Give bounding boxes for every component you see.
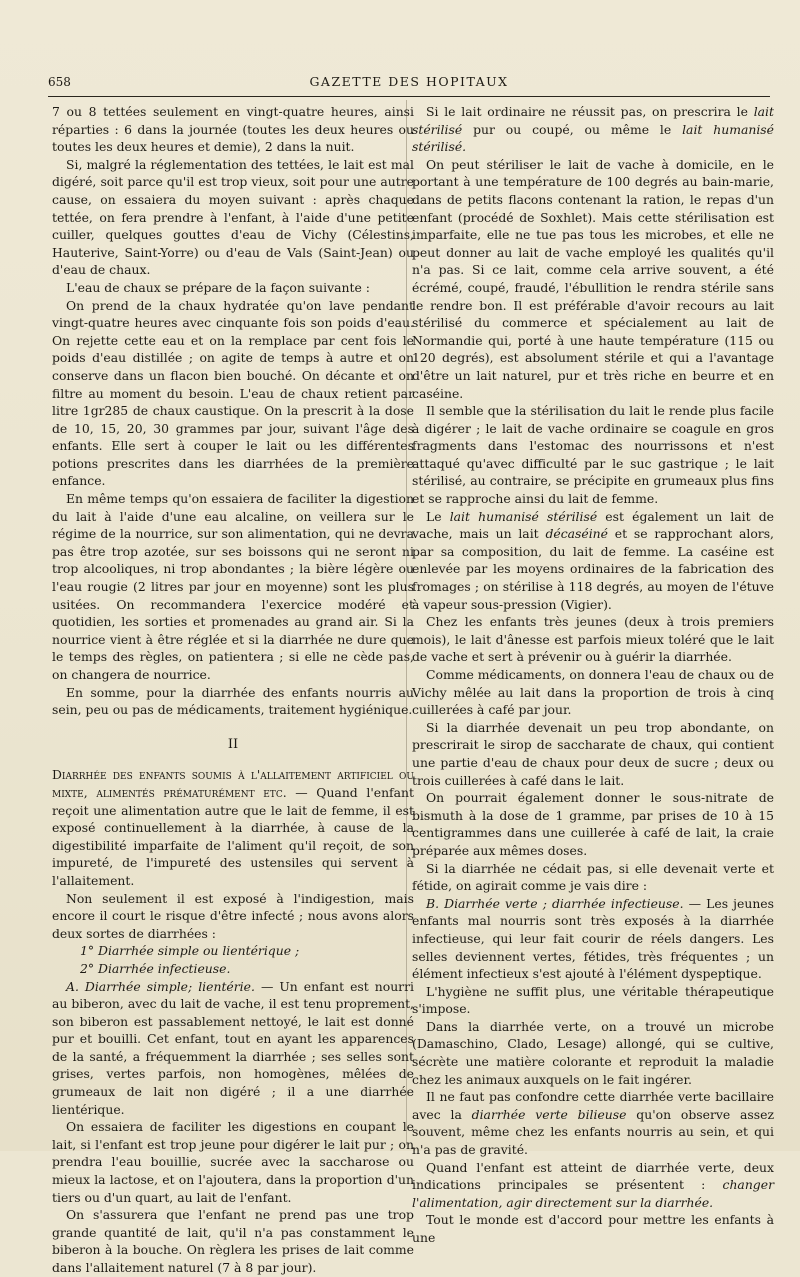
- paragraph: B. Diarrhée verte ; diarrhée infectieuse. — Les jeunes enfants mal nourris sont très exposés à la diarrhée infectieuse, qui leur fait courir de réels dangers. Les selles deviennent vertes, fétides, très fréquentes ; un élément infectieux s'est ajouté à l'élément dyspeptique.: [412, 895, 774, 982]
- section-heading-paragraph: [52, 766, 414, 889]
- paragraph: Dans la diarrhée verte, on a trouvé un microbe (Damaschino, Clado, Lesage) allongé, qui se cultive, sécrète une matière colorante et reproduit la maladie chez les animaux auxquels on le fait ingérer.: [412, 1018, 774, 1087]
- paragraph: Le lait humanisé stérilisé est également un lait de vache, mais un lait décaséiné et se rapprochant alors, par sa composition, du lait de femme. La caséine est enlevée par les moyens ordinaires de la fabrication des fromages ; on stérilise à 118 degrés, au moyen de l'étuve à vapeur sous-pression (Vigier).: [412, 508, 775, 612]
- paragraph: On peut stériliser le lait de vache à domicile, en le portant à une température de 100 degrés au bain-marie, dans de petits flacons contenant la ration, le repas d'un enfant (procédé de Soxhlet). Mais cette stérilisation est imparfaite, elle ne tue pas tous les microbes, et elle ne peut donner au lait de vache employé les qualités qu'il n'a pas. Si ce lait, comme cela arrive souvent, a été écrémé, coupé, fraudé, l'ébullition le rendra stérile sans le rendre bon. Il est préférable d'avoir recours au lait stérilisé du commerce et spécialement au lait de Normandie qui, porté à une haute température (115 ou 120 degrés), est absolument stérile et qui a l'avantage d'être un lait naturel, pur et très riche en beurre et en caséine.: [412, 156, 774, 401]
- paragraph: Comme médicaments, on donnera l'eau de chaux ou de Vichy mêlée au lait dans la proportion de trois à cinq cuillerées à café par jour.: [412, 667, 774, 718]
- header-rule: [48, 96, 770, 97]
- subsection-label: B. Diarrhée verte ; diarrhée infectieuse.: [426, 895, 684, 911]
- section-heading: Diarrhée des enfants soumis à l'allaitement artificiel ou mixte, alimentés prématurément etc.: [52, 767, 414, 800]
- paragraph: A. Diarrhée simple; lientérie. — Un enfant est nourri au biberon, avec du lait de vache, il est tenu proprement, son biberon est passablement nettoyé, le lait est donné pur et bouilli. Cet enfant, tout en ayant les apparences de la santé, a fréquemment la diarrhée ; ses selles sont grises, vertes parfois, non homogènes, mêlées de grumeaux de lait non digéré ; il a une diarrhée lientérique.: [52, 978, 414, 1117]
- paragraph: Tout le monde est d'accord pour mettre les enfants à une: [412, 1212, 774, 1245]
- paragraph: Si la diarrhée devenait un peu trop abondante, on prescrirait le sirop de saccharate de chaux, qui contient une partie d'eau de chaux pour deux de sucre ; deux ou trois cuillerées à café dans le lait.: [412, 719, 774, 788]
- page-header: [48, 74, 770, 94]
- paragraph: On essaiera de faciliter les digestions en coupant le lait, si l'enfant est trop jeune pour digérer le lait pur ; on prendra l'eau bouillie, sucrée avec la saccharose ou mieux la lactose, et on l'ajoutera, dans la proportion d'un tiers ou d'un quart, au lait de l'enfant.: [52, 1119, 414, 1205]
- paragraph: Si le lait ordinaire ne réussit pas, on prescrira le lait stérilisé pur ou coupé, ou même le lait humanisé stérilisé.: [412, 104, 774, 155]
- paragraph: L'hygiène ne suffit plus, une véritable thérapeutique s'impose.: [412, 983, 774, 1017]
- paragraph: Si la diarrhée ne cédait pas, si elle devenait verte et fétide, on agirait comme je vais dire :: [412, 860, 774, 894]
- paragraph: Si, malgré la réglementation des tettées, le lait est mal digéré, soit parce qu'il est trop vieux, soit pour une autre cause, on essaiera du moyen suivant : après chaque tettée, on fera prendre à l'enfant, à l'aide d'une petite cuiller, quelques gouttes d'eau de Vichy (Célestins, Hauterive, Saint-Yorre) ou d'eau de Vals (Saint-Jean) ou d'eau de chaux.: [52, 156, 414, 278]
- paragraph: En même temps qu'on essaiera de faciliter la digestion du lait à l'aide d'une eau alcaline, on veillera sur le régime de la nourrice, sur son alimentation, qui ne devra pas être trop azotée, sur ses boissons qui ne seront ni trop alcooliques, ni trop abondantes ; la bière légère ou l'eau rougie (2 litres par jour en moyenne) sont les plus usitées. On recommandera l'exercice modéré et quotidien, les sorties et promenades au grand air. Si la nourrice vient à être réglée et si la diarrhée ne dure que le temps des règles, on patientera ; si elle ne cède pas, on changera de nourrice.: [52, 491, 414, 682]
- paragraph: On prend de la chaux hydratée qu'on lave pendant vingt-quatre heures avec cinquante fois son poids d'eau. On rejette cette eau et on la remplace par cent fois le poids d'eau distillée ; on agite de temps à autre et on conserve dans un flacon bien bouché. On décante et on filtre au moment du besoin. L'eau de chaux retient par litre 1gr285 de chaux caustique. On la prescrit à la dose de 10, 15, 20, 30 grammes par jour, suivant l'âge des enfants. Elle sert à couper le lait ou les différentes potions prescrites dans les diarrhées de la première enfance.: [52, 297, 414, 489]
- section-number: II: [227, 736, 239, 752]
- section-heading-text: — Quand l'enfant reçoit une alimentation autre que le lait de femme, il est exposé continuellement à la diarrhée, à cause de la digestibilité imparfaite de l'aliment qu'il reçoit, de son impureté, de l'impureté des ustensiles qui servent à l'allaitement.: [52, 784, 414, 888]
- list-item: 2° Diarrhée infectieuse.: [80, 960, 231, 976]
- page-number: 658: [48, 75, 71, 89]
- paragraph: Quand l'enfant est atteint de diarrhée verte, deux indications principales se présentent : changer l'alimentation, agir directement sur la diarrhée.: [412, 1159, 774, 1210]
- paragraph: 7 ou 8 tettées seulement en vingt-quatre heures, ainsi réparties : 6 dans la journée (toutes les deux heures ou toutes les deux heures et demie), 2 dans la nuit.: [52, 104, 414, 155]
- list-item: 1° Diarrhée simple ou lientérique ;: [80, 943, 300, 959]
- paragraph: Il ne faut pas confondre cette diarrhée verte bacillaire avec la diarrhée verte bilieuse qu'on observe assez souvent, même chez les enfants nourris au sein, et qui n'a pas de gravité.: [412, 1089, 774, 1158]
- subsection-label: A. Diarrhée simple; lientérie.: [66, 978, 255, 994]
- paragraph: En somme, pour la diarrhée des enfants nourris au sein, peu ou pas de médicaments, traitement hygiénique.: [52, 684, 414, 718]
- journal-title: GAZETTE DES HOPITAUX: [309, 74, 509, 89]
- left-column: [52, 103, 414, 1277]
- paragraph: Non seulement il est exposé à l'indigestion, mais encore il court le risque d'être infecté ; nous avons alors deux sortes de diarrhées :: [52, 890, 414, 941]
- paragraph: On s'assurera que l'enfant ne prend pas une trop grande quantité de lait, qu'il n'a pas constamment le biberon à la bouche. On règlera les prises de lait comme dans l'allaitement naturel (7 à 8 par jour).: [52, 1207, 414, 1275]
- paragraph: Chez les enfants très jeunes (deux à trois premiers mois), le lait d'ânesse est parfois mieux toléré que le lait de vache et sert à prévenir ou à guérir la diarrhée.: [412, 614, 774, 665]
- paragraph: On pourrait également donner le sous-nitrate de bismuth à la dose de 1 gramme, par prises de 10 à 15 centigrammes dans une cuillerée à café de lait, la craie préparée aux mêmes doses.: [412, 790, 774, 858]
- paragraph: L'eau de chaux se prépare de la façon suivante :: [66, 279, 370, 295]
- right-column: [412, 103, 774, 1247]
- paragraph: Il semble que la stérilisation du lait le rende plus facile à digérer ; le lait de vache ordinaire se coagule en gros fragments dans l'estomac des nourrissons et n'est attaqué qu'avec difficulté par le suc gastrique ; le lait stérilisé, au contraire, se précipite en grumeaux plus fins et se rapproche ainsi du lait de femme.: [412, 403, 774, 507]
